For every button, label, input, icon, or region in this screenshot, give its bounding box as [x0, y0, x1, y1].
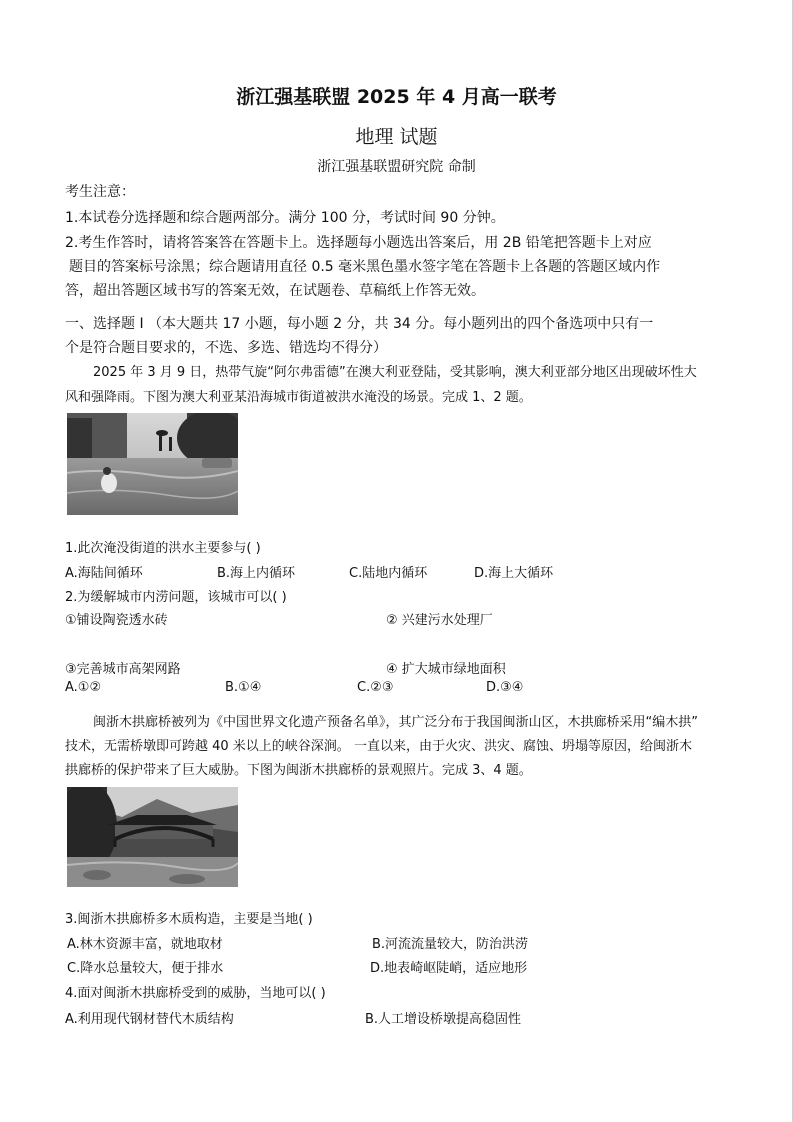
q2-stem: 2.为缓解城市内涝问题，该城市可以( ): [65, 590, 287, 605]
section-heading-line2: 个是符合题目要求的，不选、多选、错选均不得分）: [65, 340, 387, 356]
flood-street-photo: [67, 413, 238, 515]
notice-heading: 考生注意：: [65, 184, 135, 200]
q3-option-d: D.地表崎岖陡峭，适应地形: [370, 961, 528, 976]
q3-option-c: C.降水总量较大，便于排水: [67, 961, 224, 976]
q3-stem: 3.闽浙木拱廊桥多木质构造，主要是当地( ): [65, 912, 313, 927]
q2-option-c: C.②③: [357, 680, 394, 695]
q4-stem: 4.面对闽浙木拱廊桥受到的威胁，当地可以( ): [65, 986, 326, 1001]
q3-option-b: B.河流流量较大，防治洪涝: [372, 937, 529, 952]
covered-bridge-photo: [67, 787, 238, 887]
q4-option-a: A.利用现代钢材替代木质结构: [65, 1012, 234, 1027]
exam-subject: 地理 试题: [355, 126, 438, 148]
q1-stem: 1.此次淹没街道的洪水主要参与( ): [65, 541, 261, 556]
passage1-line2: 风和强降雨。下图为澳大利亚某沿海城市街道被洪水淹没的场景。完成 1、2 题。: [65, 390, 532, 405]
notice-item-1: 1.本试卷分选择题和综合题两部分。满分 100 分，考试时间 90 分钟。: [65, 210, 505, 226]
notice-item-2-end: 答，超出答题区域书写的答案无效，在试题卷、草稿纸上作答无效。: [65, 283, 485, 299]
q2-item-1: ①铺设陶瓷透水砖: [65, 613, 168, 628]
q2-option-d: D.③④: [486, 680, 524, 695]
covered-bridge-image: [67, 787, 238, 887]
q2-item-4: ④ 扩大城市绿地面积: [386, 662, 506, 677]
notice-item-2: 2.考生作答时，请将答案答在答题卡上。选择题每小题选出答案后，用 2B 铅笔把答题卡上对应: [65, 235, 652, 251]
q1-option-b: B.海上内循环: [217, 566, 296, 581]
q1-option-d: D.海上大循环: [474, 566, 554, 581]
passage2-line2: 技术，无需桥墩即可跨越 40 米以上的峡谷深涧。 一直以来，由于火灾、洪灾、腐蚀、坍塌等原因，给闽浙木: [65, 739, 692, 754]
passage1-line1: 2025 年 3 月 9 日，热带气旋“阿尔弗雷德”在澳大利亚登陆，受其影响，澳大利亚部分地区出现破坏性大: [93, 365, 697, 380]
exam-organizer: 浙江强基联盟研究院 命制: [317, 159, 476, 175]
q3-option-a: A.林木资源丰富，就地取材: [67, 937, 223, 952]
q2-item-2: ② 兴建污水处理厂: [386, 613, 493, 628]
exam-title: 浙江强基联盟 2025 年 4 月高一联考: [236, 86, 557, 108]
q2-item-3: ③完善城市高架网路: [65, 662, 181, 677]
passage2-line3: 拱廊桥的保护带来了巨大威胁。下图为闽浙木拱廊桥的景观照片。完成 3、4 题。: [65, 763, 532, 778]
q1-option-a: A.海陆间循环: [65, 566, 143, 581]
q2-option-a: A.①②: [65, 680, 102, 695]
notice-item-2-cont: 题目的答案标号涂黑；综合题请用直径 0.5 毫米黑色墨水签字笔在答题卡上各题的答题区域内作: [69, 259, 661, 275]
q4-option-b: B.人工增设桥墩提高稳固性: [365, 1012, 522, 1027]
q1-option-c: C.陆地内循环: [349, 566, 428, 581]
passage2-line1: 闽浙木拱廊桥被列为《中国世界文化遗产预备名单》，其广泛分布于我国闽浙山区，木拱廊桥采用“编木拱”: [93, 715, 698, 730]
flood-street-image: [67, 413, 238, 515]
section-heading-line1: 一、选择题 I （本大题共 17 小题，每小题 2 分，共 34 分。每小题列出的四个备选项中只有一: [65, 316, 654, 332]
q2-option-b: B.①④: [225, 680, 262, 695]
